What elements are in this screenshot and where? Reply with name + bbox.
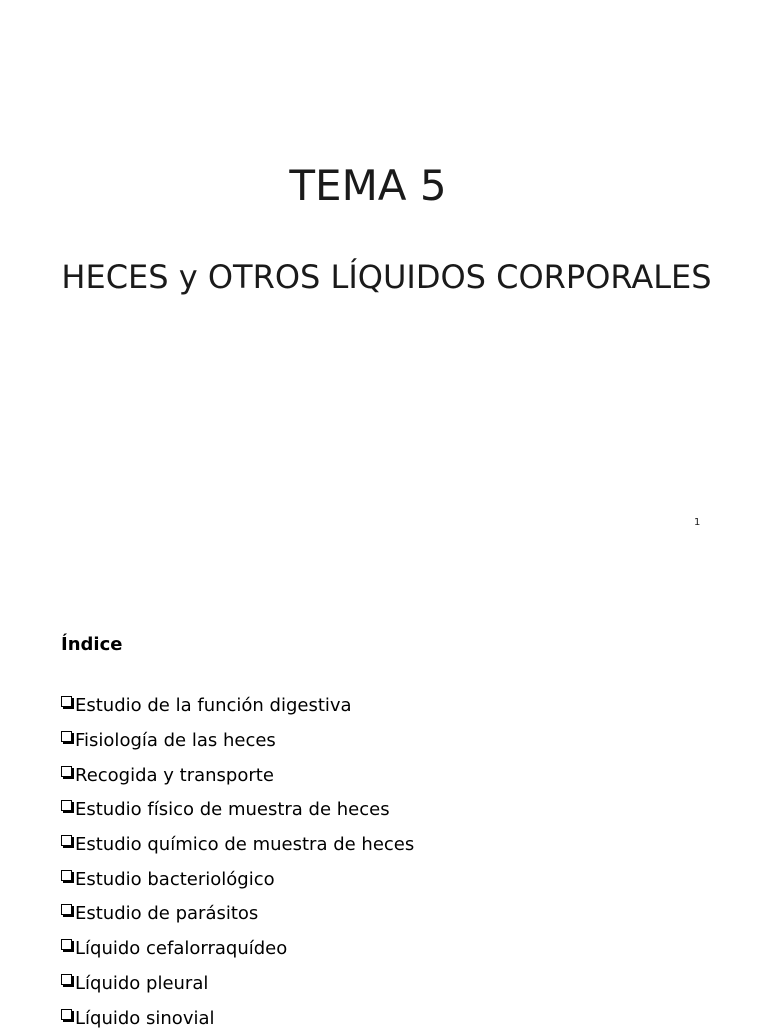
checkbox-icon xyxy=(61,835,72,846)
index-item xyxy=(61,758,414,793)
checkbox-icon xyxy=(61,731,72,742)
index-item-label: Recogida y transporte xyxy=(75,764,274,786)
index-item xyxy=(61,689,414,724)
index-item xyxy=(61,967,414,1002)
checkbox-icon xyxy=(61,1009,72,1020)
checkbox-icon xyxy=(61,974,72,985)
slide-title: TEMA 5 xyxy=(289,161,447,210)
index-item xyxy=(61,828,414,863)
index-item-label: Líquido cefalorraquídeo xyxy=(75,938,288,960)
index-item xyxy=(61,724,414,759)
index-slide xyxy=(0,580,768,1029)
index-heading: Índice xyxy=(61,634,123,655)
checkbox-icon xyxy=(61,939,72,950)
index-item-label: Líquido pleural xyxy=(75,972,209,994)
index-item-label: Estudio de parásitos xyxy=(75,903,259,925)
checkbox-icon xyxy=(61,870,72,881)
index-item-label: Líquido sinovial xyxy=(75,1007,215,1029)
checkbox-icon xyxy=(61,696,72,707)
index-item-label: Estudio de la función digestiva xyxy=(75,695,352,717)
slide-subtitle: HECES y OTROS LÍQUIDOS CORPORALES xyxy=(61,258,712,296)
checkbox-icon xyxy=(61,766,72,777)
index-item xyxy=(61,1001,414,1036)
index-item-label: Estudio químico de muestra de heces xyxy=(75,834,415,856)
index-item xyxy=(61,862,414,897)
index-item xyxy=(61,932,414,967)
index-item xyxy=(61,897,414,932)
index-list xyxy=(61,689,414,1036)
index-item-label: Estudio físico de muestra de heces xyxy=(75,799,390,821)
index-item-label: Fisiología de las heces xyxy=(75,730,276,752)
index-item-label: Estudio bacteriológico xyxy=(75,868,275,890)
checkbox-icon xyxy=(61,800,72,811)
page-number: 1 xyxy=(694,517,701,528)
index-item xyxy=(61,793,414,828)
checkbox-icon xyxy=(61,904,72,915)
